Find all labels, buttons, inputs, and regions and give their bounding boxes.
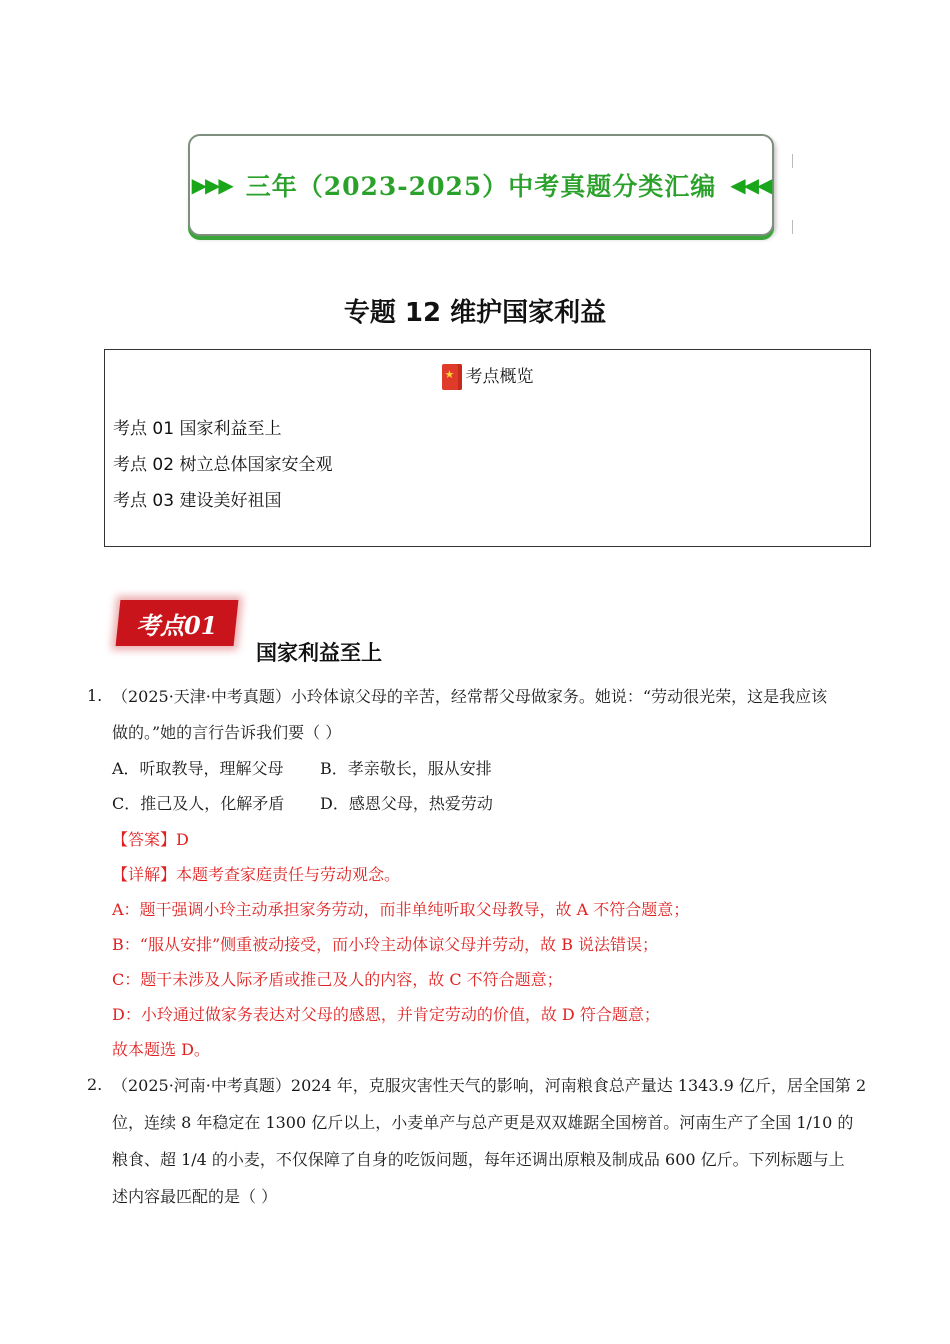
option-c: C．推己及人，化解矛盾 xyxy=(112,794,285,813)
overview-heading-label: 考点概览 xyxy=(465,367,534,387)
option-a: A．听取教导，理解父母 xyxy=(112,759,284,778)
detail-text: 本题考查家庭责任与劳动观念。 xyxy=(176,865,401,884)
answer-line xyxy=(112,829,189,851)
analysis-line: C：题干未涉及人际矛盾或推己及人的内容，故 C 不符合题意； xyxy=(112,970,563,989)
question-stem: 述内容最匹配的是（ ） xyxy=(112,1187,278,1206)
question-stem: 位，连续 8 年稳定在 1300 亿斤以上，小麦单产与总产更是双双雄踞全国榜首。河南生产了全国 1/10 的 xyxy=(112,1113,854,1132)
detail-line xyxy=(112,864,400,886)
title-banner xyxy=(188,134,774,236)
section-tag-label: 考点01 xyxy=(136,610,218,640)
left-arrows-icon: ◀◀◀ xyxy=(730,173,771,197)
edge-mark xyxy=(792,154,793,168)
analysis-line: A：题干强调小玲主动承担家务劳动，而非单纯听取父母教导，故 A 不符合题意； xyxy=(112,900,690,919)
overview-box xyxy=(104,349,871,547)
overview-item: 考点 02 树立总体国家安全观 xyxy=(113,455,333,475)
overview-heading xyxy=(105,362,870,390)
section-title: 国家利益至上 xyxy=(256,641,382,665)
edge-mark xyxy=(792,220,793,234)
question-number: 1. xyxy=(87,686,103,705)
analysis-line: D：小玲通过做家务表达对父母的感恩，并肯定劳动的价值，故 D 符合题意； xyxy=(112,1005,660,1024)
section-tag xyxy=(116,600,239,646)
overview-item: 考点 03 建设美好祖国 xyxy=(113,491,282,511)
question-number: 2. xyxy=(87,1075,103,1094)
answer-label: 【答案】 xyxy=(112,830,177,849)
topic-title: 专题 12 维护国家利益 xyxy=(343,298,607,328)
answer-value: D xyxy=(176,830,189,849)
detail-label: 【详解】 xyxy=(112,865,177,884)
overview-item: 考点 01 国家利益至上 xyxy=(113,419,282,439)
right-arrows-icon: ▶▶▶ xyxy=(191,173,232,197)
option-b: B．孝亲敬长，服从安排 xyxy=(320,759,492,778)
analysis-line: B：“服从安排”侧重被动接受，而小玲主动体谅父母并劳动，故 B 说法错误； xyxy=(112,935,659,954)
option-d: D．感恩父母，热爱劳动 xyxy=(320,794,493,813)
question-stem: （2025·天津·中考真题）小玲体谅父母的辛苦，经常帮父母做家务。她说：“劳动很光荣，这是我应该 xyxy=(112,687,828,706)
question-stem: 粮食、超 1/4 的小麦，不仅保障了自身的吃饭问题，每年还调出原粮及制成品 600 亿斤。下列标题与上 xyxy=(112,1150,845,1169)
book-icon xyxy=(442,364,462,390)
question-stem: 做的。”她的言行告诉我们要（ ） xyxy=(112,723,342,742)
banner-title: 三年（2023-2025）中考真题分类汇编 xyxy=(245,172,717,201)
conclusion-line: 故本题选 D。 xyxy=(112,1040,210,1059)
question-stem: （2025·河南·中考真题）2024 年，克服灾害性天气的影响，河南粮食总产量达 1343.9 亿斤，居全国第 2 xyxy=(112,1076,867,1095)
